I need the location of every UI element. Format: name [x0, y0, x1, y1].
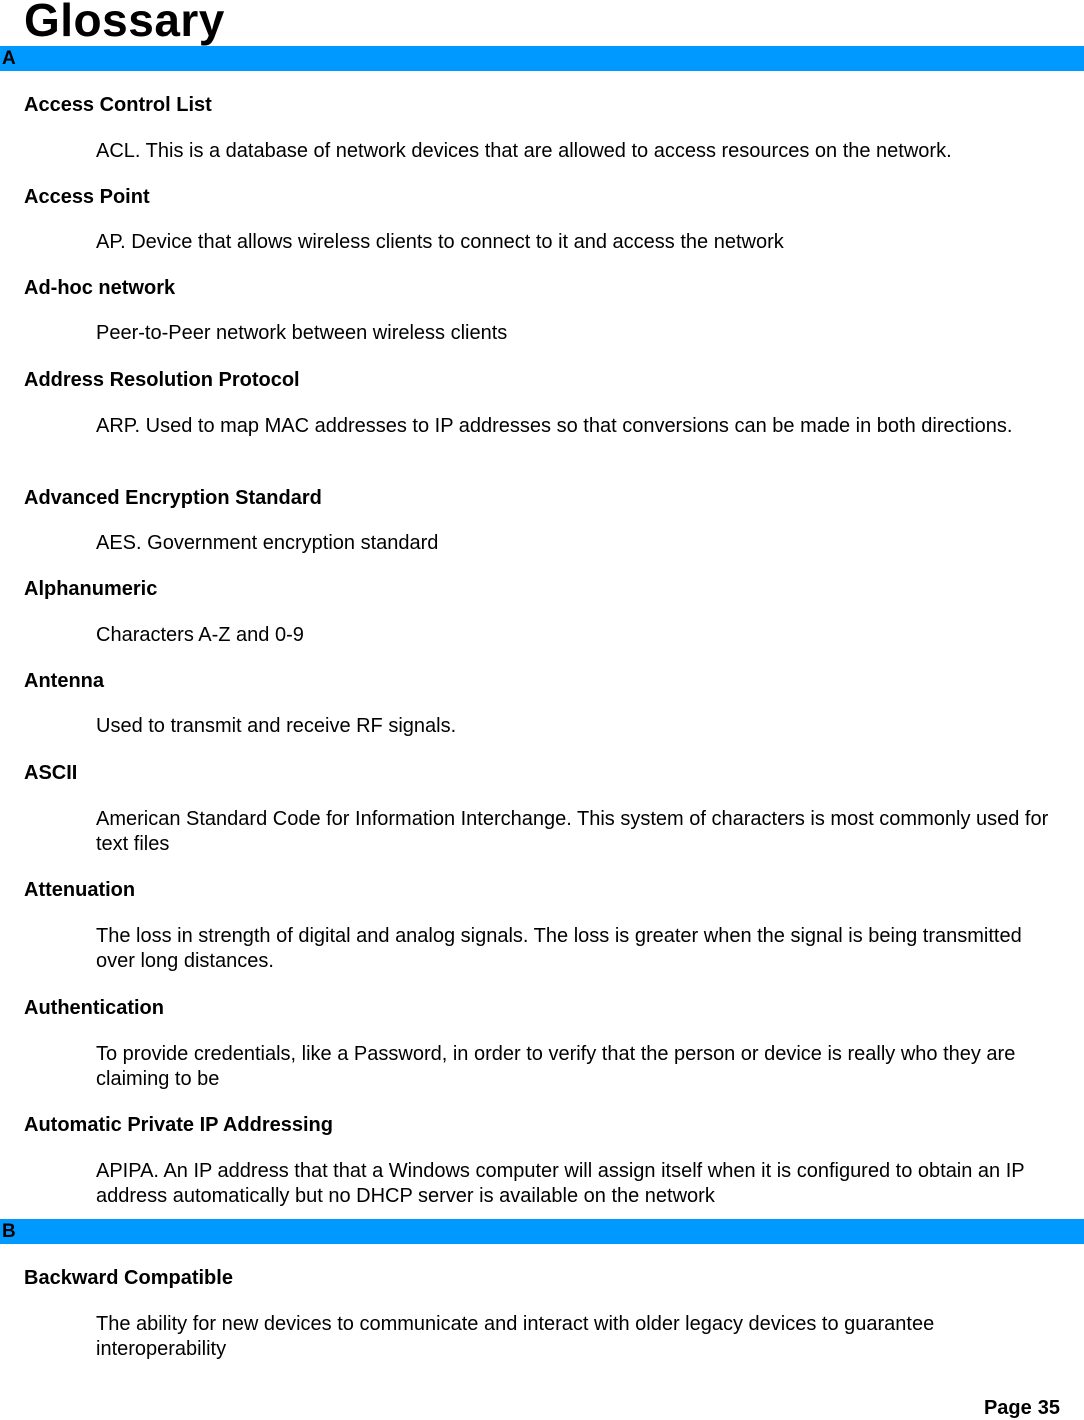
term-antenna: Antenna: [24, 670, 104, 692]
page-number: 35: [1037, 1397, 1060, 1419]
section-header-a: A: [0, 46, 1084, 71]
definition-alphanumeric: Characters A-Z and 0-9: [96, 624, 304, 646]
definition-authentication: To provide credentials, like a Password, in order to verify that the person or device is really who they are claiming to be: [96, 1043, 1016, 1090]
page-label: Page: [983, 1397, 1032, 1419]
definition-backward-compatible: The ability for new devices to communicate and interact with older legacy devices to guarantee interoperability: [96, 1313, 935, 1360]
section-header-b: B: [0, 1219, 1084, 1244]
definition-ad-hoc-network: Peer-to-Peer network between wireless clients: [96, 322, 508, 344]
definition-automatic-private-ip-addressing: APIPA. An IP address that that a Windows computer will assign itself when it is configured to obtain an IP address automatically but no DHCP server is available on the network: [96, 1160, 1025, 1207]
definition-address-resolution-protocol: ARP. Used to map MAC addresses to IP addresses so that conversions can be made in both directions.: [96, 415, 1013, 437]
term-authentication: Authentication: [24, 997, 164, 1019]
term-attenuation: Attenuation: [24, 879, 136, 901]
definition-attenuation: The loss in strength of digital and analog signals. The loss is greater when the signal is being transmitted over long distances.: [96, 925, 1022, 972]
definition-advanced-encryption-standard: AES. Government encryption standard: [96, 532, 439, 554]
term-advanced-encryption-standard: Advanced Encryption Standard: [24, 487, 322, 509]
page-footer: [984, 1396, 1060, 1420]
definition-access-point: AP. Device that allows wireless clients to connect to it and access the network: [96, 231, 784, 253]
term-access-control-list: Access Control List: [24, 94, 212, 116]
definition-antenna: Used to transmit and receive RF signals.: [96, 715, 457, 737]
term-access-point: Access Point: [24, 186, 150, 208]
term-automatic-private-ip-addressing: Automatic Private IP Addressing: [24, 1114, 333, 1136]
term-address-resolution-protocol: Address Resolution Protocol: [24, 369, 300, 391]
term-backward-compatible: Backward Compatible: [24, 1267, 233, 1289]
term-alphanumeric: Alphanumeric: [24, 578, 158, 600]
page-title: Glossary: [24, 0, 225, 46]
term-ascii: ASCII: [24, 762, 78, 784]
definition-ascii: American Standard Code for Information Interchange. This system of characters is most commonly used for text files: [96, 808, 1049, 855]
definition-access-control-list: ACL. This is a database of network devices that are allowed to access resources on the network.: [96, 140, 952, 162]
term-ad-hoc-network: Ad-hoc network: [24, 277, 176, 299]
